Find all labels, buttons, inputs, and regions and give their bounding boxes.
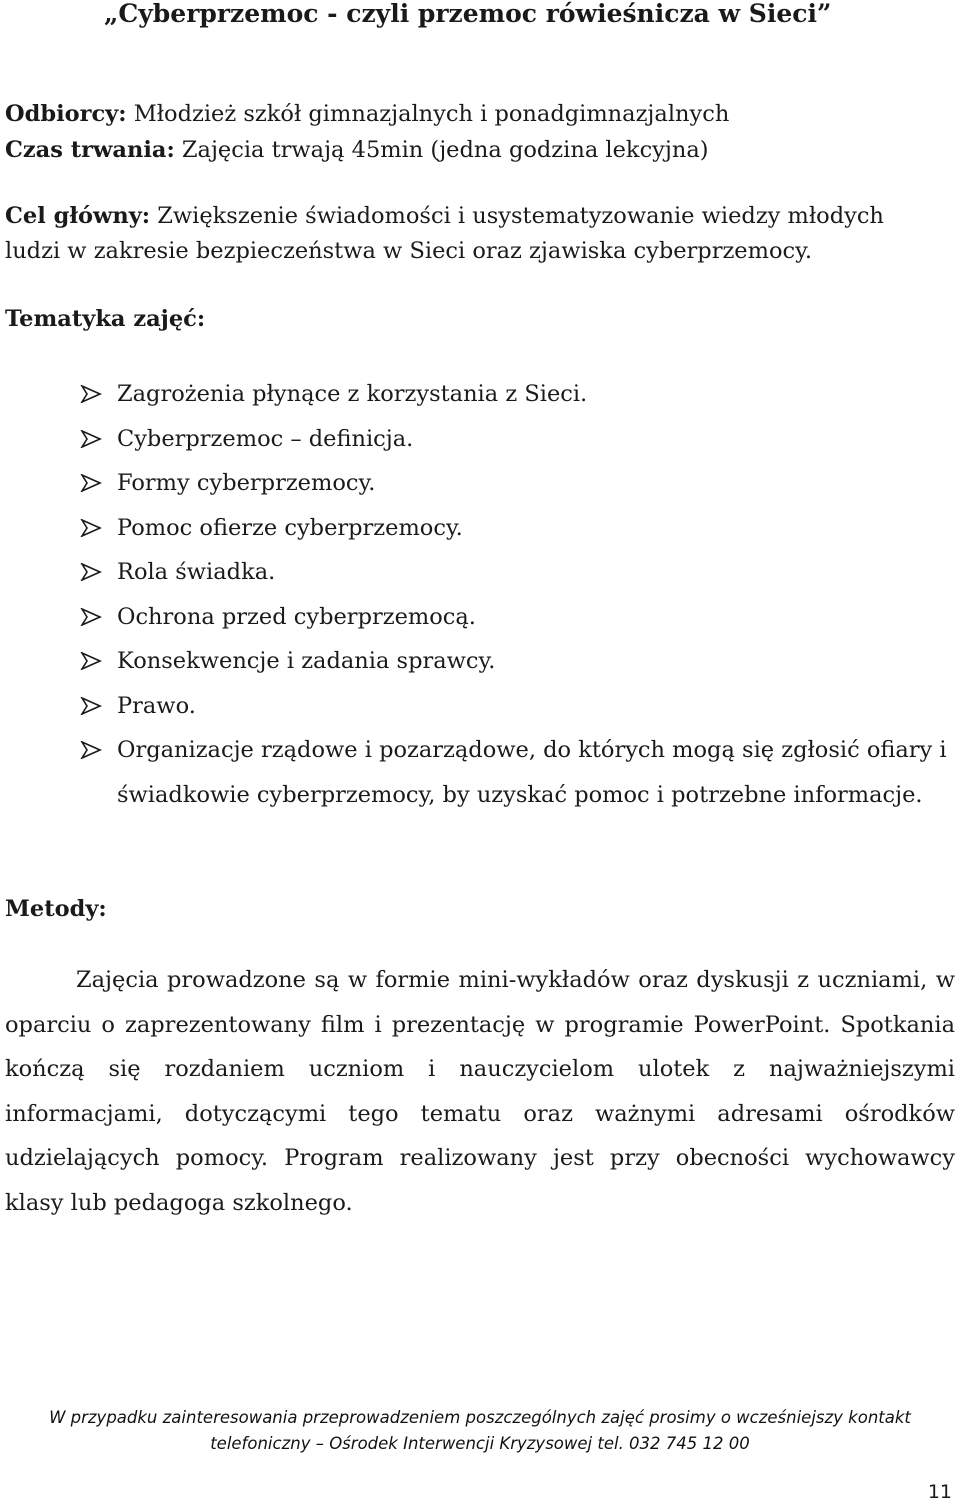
topic-text: Prawo.: [117, 692, 196, 719]
topic-text: Cyberprzemoc – definicja.: [117, 425, 414, 452]
goal-text-2: ludzi w zakresie bezpieczeństwa w Sieci oraz zjawiska cyberprzemocy.: [5, 238, 812, 264]
methods-heading: Metody:: [5, 896, 107, 922]
list-item: [80, 461, 950, 506]
arrow-bullet-icon: [80, 417, 104, 462]
footer-line-2: telefoniczny – Ośrodek Interwencji Kryzysowej tel. 032 745 12 00: [210, 1434, 750, 1453]
goal-label: Cel główny:: [5, 203, 151, 229]
audience-value: Młodzież szkół gimnazjalnych i ponadgimnazjalnych: [133, 101, 730, 127]
list-item: [80, 550, 950, 595]
topics-list: [80, 372, 950, 817]
duration-line: [5, 135, 709, 165]
audience-line: [5, 99, 729, 129]
topics-heading: Tematyka zajęć:: [5, 306, 206, 332]
topic-text: Ochrona przed cyberprzemocą.: [117, 603, 476, 630]
list-item: [80, 684, 950, 729]
arrow-bullet-icon: [80, 550, 104, 595]
goal-text-1: Zwiększenie świadomości i usystematyzowanie wiedzy młodych: [157, 203, 884, 229]
methods-paragraph: Zajęcia prowadzone są w formie mini-wykładów oraz dyskusji z uczniami, w oparciu o zaprezentowany film i prezentację w programie PowerPoint. Spotkania kończą się rozdaniem uczniom i nauczycielom ulotek z najważniejszymi informacjami, dotyczącymi tego tematu oraz ważnymi adresami ośrodków udzielających pomocy. Program realizowany jest przy obecności wychowawcy klasy lub pedagoga szkolnego.: [5, 967, 955, 1216]
arrow-bullet-icon: [80, 461, 104, 506]
page-footer: [0, 1405, 960, 1457]
audience-label: Odbiorcy:: [5, 101, 127, 127]
topic-text: Formy cyberprzemocy.: [117, 470, 376, 496]
topic-text: Organizacje rządowe i pozarządowe, do których mogą się zgłosić ofiary i świadkowie cyberprzemocy, by uzyskać pomoc i potrzebne informacje.: [117, 737, 947, 808]
arrow-bullet-icon: [80, 639, 104, 684]
duration-value: Zajęcia trwają 45min (jedna godzina lekcyjna): [181, 137, 709, 163]
topic-text: Rola świadka.: [117, 559, 276, 585]
list-item: [80, 728, 950, 817]
topic-text: Pomoc ofierze cyberprzemocy.: [117, 514, 463, 541]
document-title: „Cyberprzemoc - czyli przemoc rówieśnicza w Sieci”: [104, 0, 832, 28]
goal-line-2: [5, 236, 812, 266]
arrow-bullet-icon: [80, 372, 104, 417]
topic-text: Konsekwencje i zadania sprawcy.: [117, 648, 496, 674]
arrow-bullet-icon: [80, 684, 104, 729]
arrow-bullet-icon: [80, 595, 104, 640]
list-item: [80, 506, 950, 551]
arrow-bullet-icon: [80, 728, 104, 773]
footer-line-1: W przypadku zainteresowania przeprowadzeniem poszczególnych zajęć prosimy o wcześniejszy kontakt: [49, 1408, 911, 1427]
duration-label: Czas trwania:: [5, 137, 175, 163]
list-item: [80, 639, 950, 684]
goal-line-1: [5, 201, 884, 231]
list-item: [80, 372, 950, 417]
list-item: [80, 417, 950, 462]
topic-text: Zagrożenia płynące z korzystania z Sieci.: [117, 381, 588, 407]
list-item: [80, 595, 950, 640]
page-number: 11: [927, 1481, 952, 1503]
arrow-bullet-icon: [80, 506, 104, 551]
